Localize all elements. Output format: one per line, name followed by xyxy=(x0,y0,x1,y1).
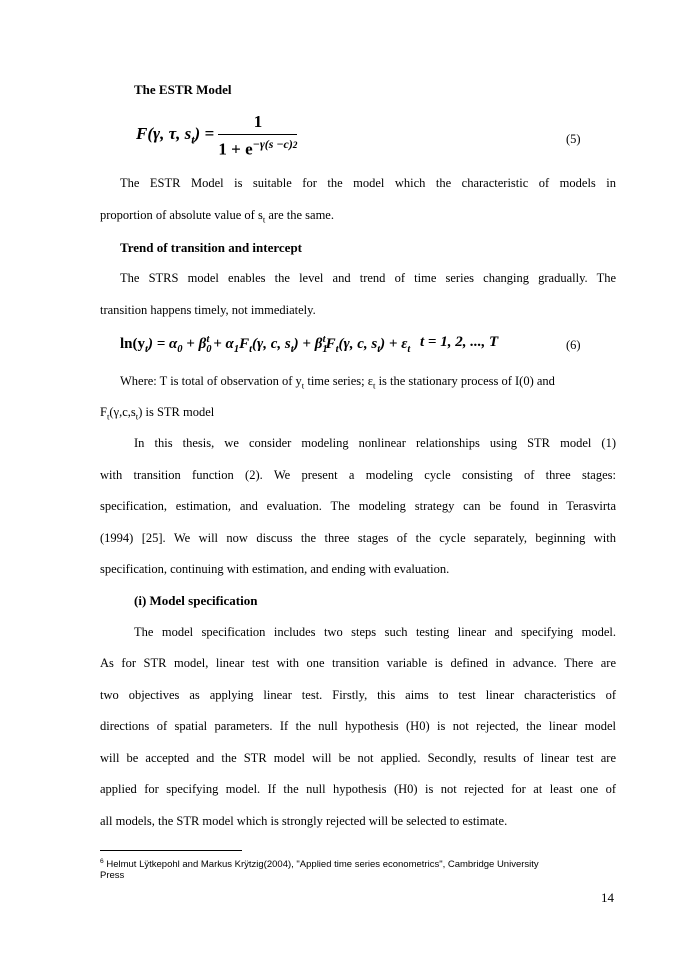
paragraph-5-line-5: will be accepted and the STR model will be not applied. Secondly, results of linear test are xyxy=(100,751,616,765)
eq6-ln: ln(y xyxy=(120,336,146,352)
p3-l1a: Where: T is total of observation of y xyxy=(120,374,302,388)
p1-l2-sub: t xyxy=(262,214,266,225)
paragraph-1-line-1: The ESTR Model is suitable for the model which the characteristic of models in xyxy=(120,176,616,190)
p3-l1c: is the stationary process of I(0) and xyxy=(375,374,555,388)
paragraph-1-line-2 xyxy=(100,208,334,225)
footnote-text-1: Helmut Lÿtkepohl and Markus Krÿtzig(2004), "Applied time series econometrics", Cambridge University xyxy=(103,859,539,871)
paragraph-5-line-4: directions of spatial parameters. If the null hypothesis (H0) is not rejected, the linear model xyxy=(100,719,616,733)
eq5-lhs-end: ) = xyxy=(194,124,215,144)
paragraph-5-line-1: The model specification includes two steps such testing linear and specifying model. xyxy=(134,625,616,639)
paragraph-5-line-3: two objectives as applying linear test. Firstly, this aims to test linear characteristics of xyxy=(100,688,616,702)
p3-l2a: F xyxy=(100,405,107,419)
eq5-fraction xyxy=(218,112,297,160)
paragraph-5-line-7: all models, the STR model which is strongly rejected will be selected to estimate. xyxy=(100,814,508,828)
paragraph-4-line-2: with transition function (2). We present a modeling cycle consisting of three stages: xyxy=(100,468,616,482)
eq5-numerator: 1 xyxy=(218,112,297,135)
paragraph-2-line-2: transition happens timely, not immediately. xyxy=(100,303,316,317)
footnote-marker: 6 xyxy=(100,858,104,865)
paragraph-4-line-3: specification, estimation, and evaluation. The modeling strategy can be found in Terasvirta xyxy=(100,499,616,513)
paragraph-4-line-1: In this thesis, we consider modeling nonlinear relationships using STR model (1) xyxy=(134,436,616,450)
eq5-den-base: 1 + e xyxy=(218,139,253,159)
p1-l2-text: proportion of absolute value of s xyxy=(100,208,263,222)
eq5-lhs: F(γ, τ, s xyxy=(136,124,192,144)
equation-6-label: (6) xyxy=(566,338,581,352)
page-number: 14 xyxy=(601,890,614,905)
equation-6: $\ln(y_t) = \alpha_0 + \beta_0^t + \alpha_1F_t(\gamma$, c, $s_t) + \beta_1^tF_t(\gamma$, c, $s_t) + \varepsilon_t$ xyxy=(120,334,411,355)
eq5-den-exp-sq: 2 xyxy=(292,141,298,151)
paragraph-4-line-5: specification, continuing with estimation, and ending with evaluation. xyxy=(100,562,450,576)
eq5-lhs-sub: t xyxy=(191,132,195,147)
equation-6-range: t = 1, 2, ..., T xyxy=(420,334,499,350)
equation-5 xyxy=(136,112,297,160)
eq5-denominator xyxy=(218,135,297,160)
section-title-estr: The ESTR Model xyxy=(134,82,232,97)
footnote-line-1 xyxy=(100,858,539,870)
paragraph-2-line-1: The STRS model enables the level and trend of time series changing gradually. The xyxy=(120,271,616,285)
paragraph-5-line-2: As for STR model, linear test with one transition variable is defined in advance. There are xyxy=(100,656,616,670)
p1-l2-end: are the same. xyxy=(265,208,334,222)
equation-5-label: (5) xyxy=(566,132,581,146)
paragraph-3-line-1: Where: T is total of observation of $y_t$ time series; $\varepsilon_t$ is the stationary process of I(0) and xyxy=(120,374,555,391)
paragraph-5-line-6: applied for specifying model. If the null hypothesis (H0) is not rejected for at least one of xyxy=(100,782,616,796)
section-title-trend: Trend of transition and intercept xyxy=(120,240,303,255)
paragraph-4-line-4: (1994) [25]. We will now discuss the three stages of the cycle separately, beginning with xyxy=(100,531,616,545)
footnote-rule xyxy=(100,850,242,851)
paragraph-3-line-2: $F_t(\gamma,c,s_t)$ is STR model xyxy=(100,405,215,422)
footnote-line-2: Press xyxy=(100,870,125,881)
p3-l2b: (γ,c,s xyxy=(109,405,136,419)
eq5-den-exp: −γ(s −c) xyxy=(252,137,293,151)
p3-l2c: ) is STR model xyxy=(138,405,215,419)
p3-l1b: time series; ε xyxy=(304,374,374,388)
section-title-spec: (i) Model specification xyxy=(134,593,258,608)
